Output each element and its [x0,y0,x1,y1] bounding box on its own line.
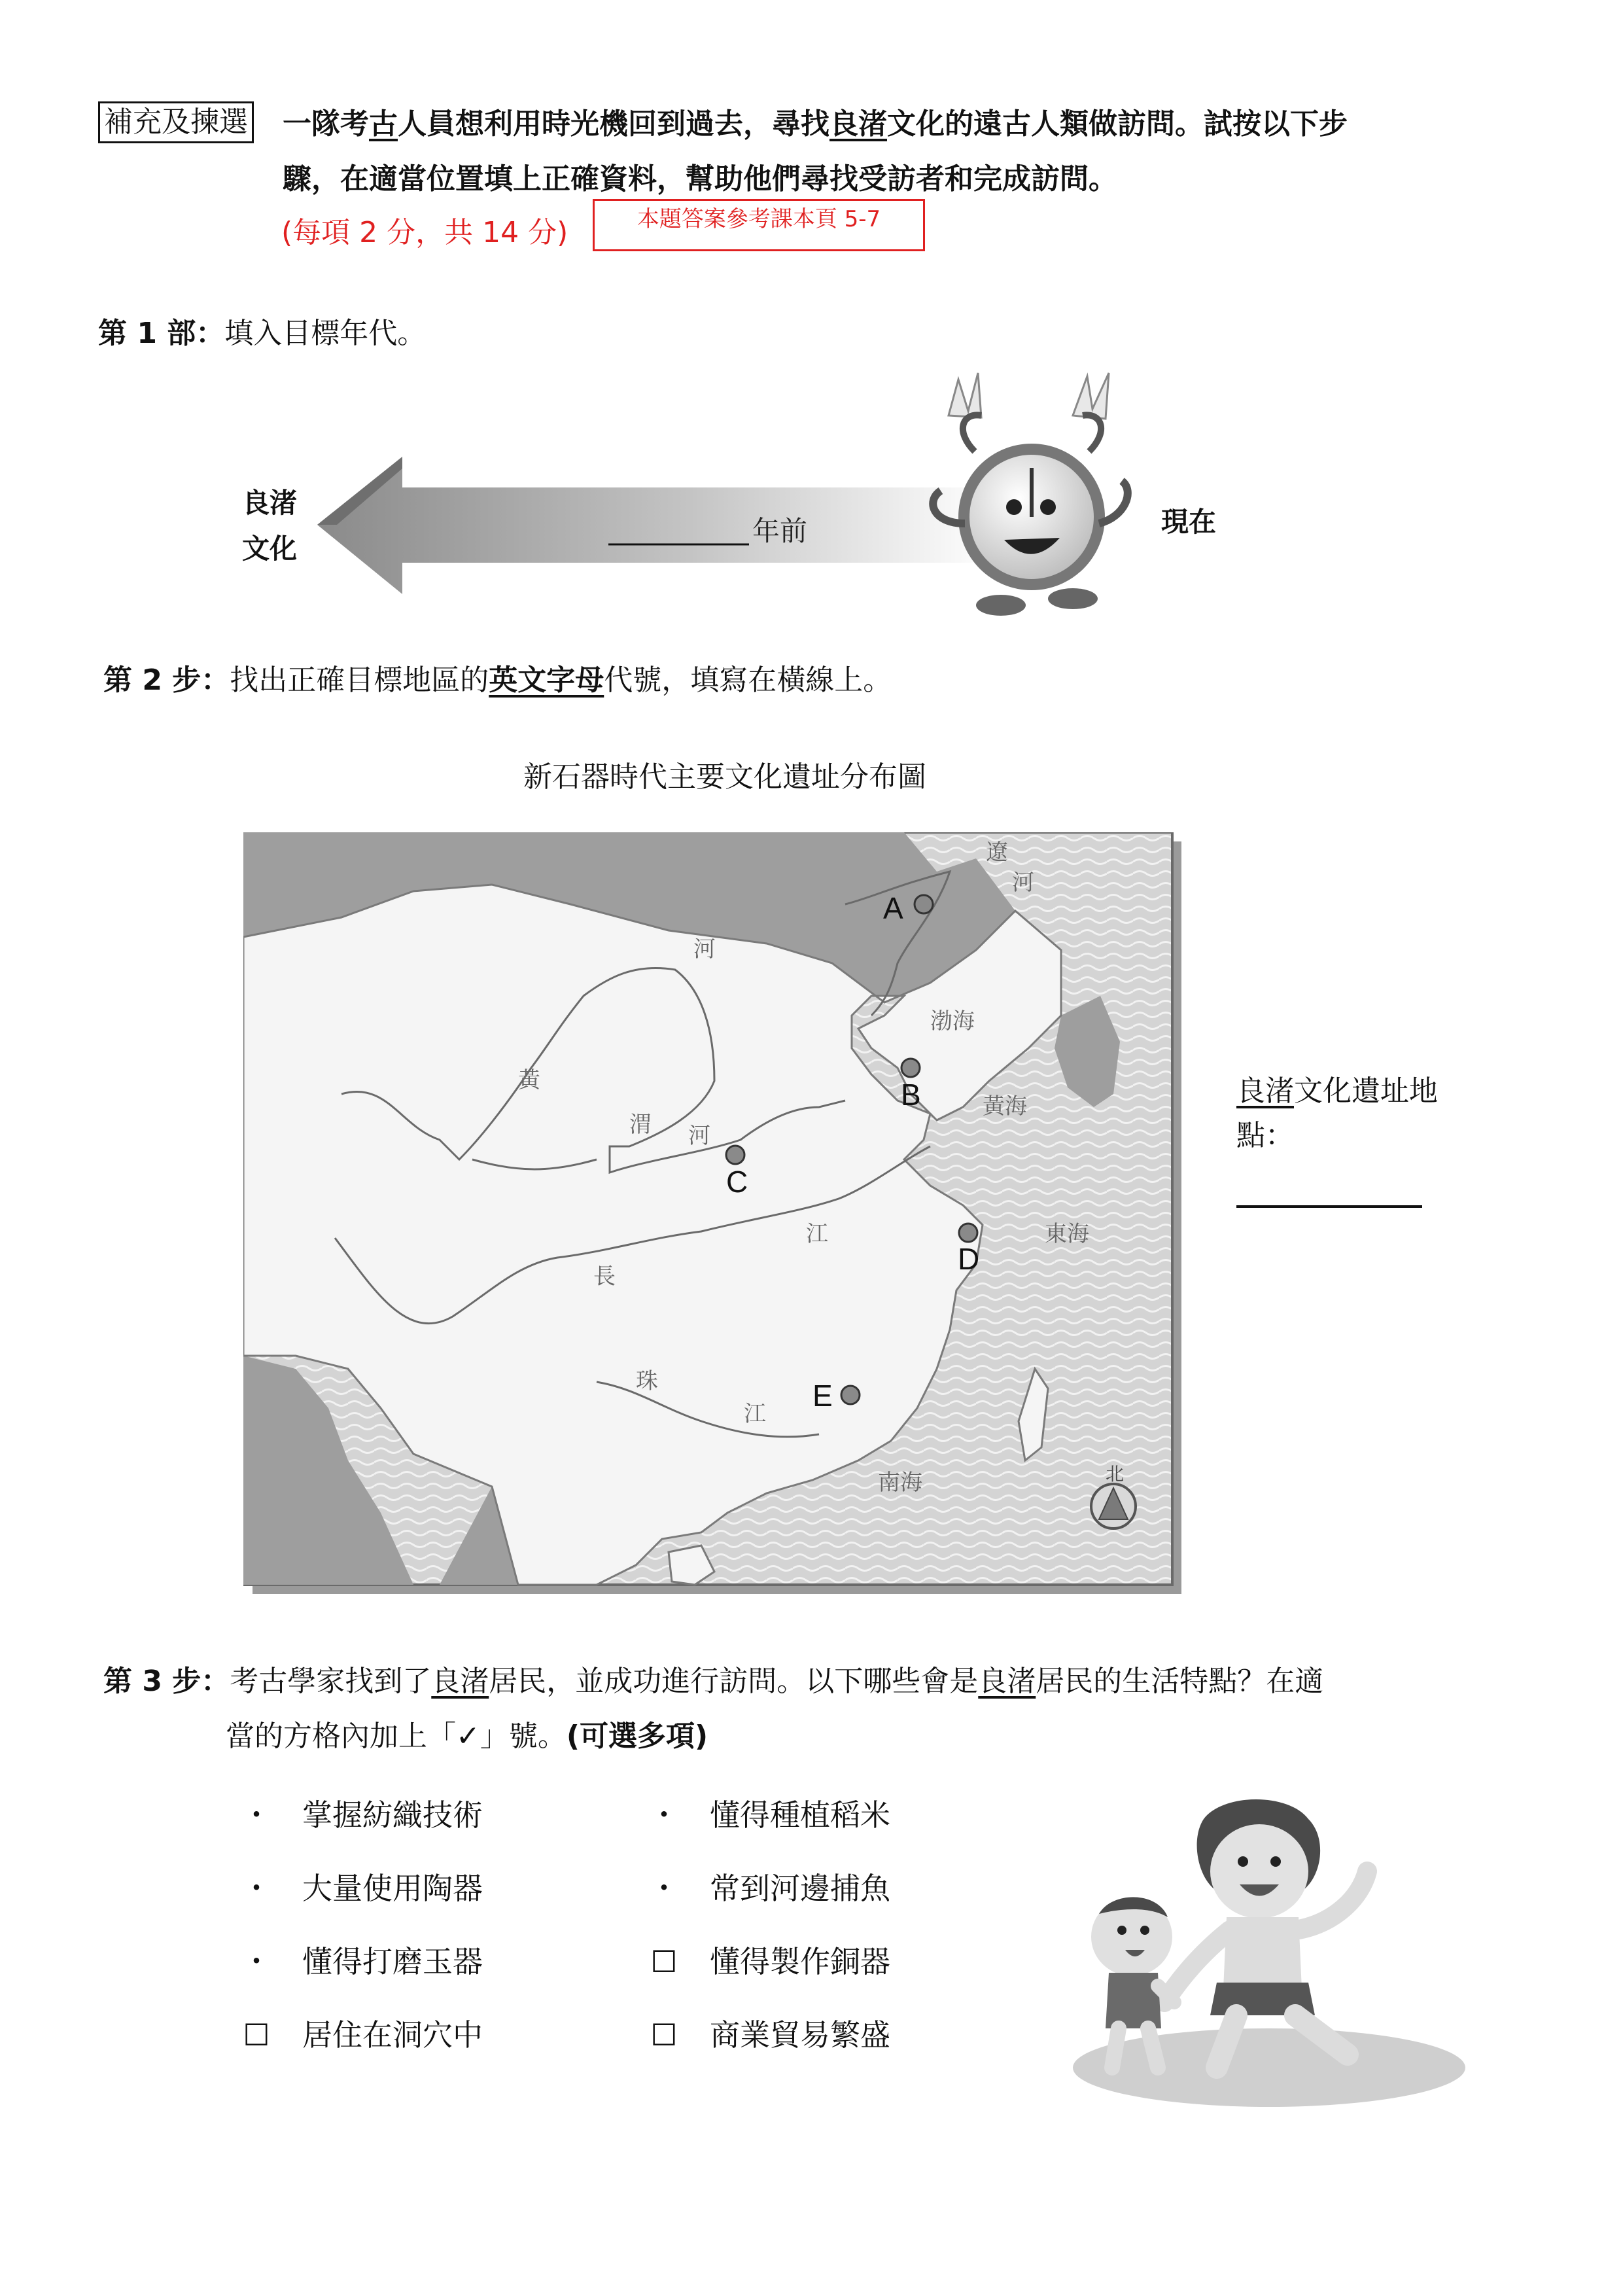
step3-instruction-line1: 第 3 步：考古學家找到了良渚居民，並成功進行訪問。以下哪些會是良渚居民的生活特點？在適 [103,1665,1324,1698]
option-checkbox[interactable]: ☐ [650,1944,678,1979]
svg-text:B: B [901,1078,921,1112]
map-label-wei: 渭 [629,1112,652,1137]
option-pottery[interactable]: ・ 大量使用陶器 [237,1869,483,1908]
cavemen-illustration [1053,1793,1472,2120]
svg-text:D: D [958,1242,980,1276]
question-line-1: 一隊考古人員想利用時光機回到過去，尋找良渚文化的遠古人類做訪問。試按以下步 [283,107,1348,141]
map-label-liao: 遼 [986,840,1008,865]
option-bronze[interactable]: ☐ 懂得製作銅器 [644,1942,890,1981]
map-label-zhu: 珠 [636,1369,658,1394]
site-location-label: 良渚文化遺址地 [1236,1074,1438,1108]
option-checkbox[interactable]: ・ [649,1871,679,1906]
arrow-right-label: 現在 [1161,506,1217,537]
option-checkbox[interactable]: ・ [649,1797,679,1833]
answer-reference-box: 本題答案參考課本頁 5-7 [593,199,925,251]
step2-instruction: 第 2 步：找出正確目標地區的英文字母代號，填寫在橫線上。 [103,663,892,697]
map-label-bohai: 渤海 [930,1009,975,1034]
option-trade[interactable]: ☐ 商業貿易繁盛 [644,2015,890,2055]
question-line-2: 驟，在適當位置填上正確資料，幫助他們尋找受訪者和完成訪問。 [283,162,1117,196]
map-label-chang: 長 [593,1264,616,1289]
option-jade[interactable]: ・ 懂得打磨玉器 [237,1942,483,1981]
option-checkbox[interactable]: ・ [241,1871,271,1906]
site-marker-d [958,1224,979,1276]
caveman-large [1164,1799,1367,2068]
map-title: 新石器時代主要文化遺址分布圖 [523,760,926,794]
map-label-huanghai: 黃海 [983,1094,1027,1119]
section-tag: 補充及揀選 [98,101,254,143]
arrow-left-label-line2: 文化 [242,533,298,564]
option-fishing[interactable]: ・ 常到河邊捕魚 [644,1869,890,1908]
map-label-nanhai: 南海 [878,1470,922,1495]
option-cave[interactable]: ☐ 居住在洞穴中 [237,2015,483,2055]
option-checkbox[interactable]: ☐ [650,2017,678,2053]
map-label-zhu-jiang: 江 [744,1402,766,1426]
map-label-huang-he-top: 河 [693,937,716,962]
step3-instruction-line2: 當的方格內加上「✓」號。(可選多項) [226,1720,708,1753]
alarm-clock-icon [933,373,1128,616]
map-label-huang: 黃 [518,1068,540,1093]
svg-text:C: C [726,1165,748,1199]
svg-text:A: A [883,891,903,925]
years-ago-suffix: 年前 [752,516,808,546]
neolithic-sites-map [243,832,1185,1598]
map-label-liao-he: 河 [1012,870,1034,895]
step1-instruction: 第 1 部：填入目標年代。 [98,317,427,350]
map-label-jiang: 江 [806,1222,828,1246]
option-checkbox[interactable]: ☐ [243,2017,270,2053]
score-note: (每項 2 分，共 14 分) [281,216,568,249]
map-label-donghai: 東海 [1045,1222,1089,1246]
site-marker-c [726,1146,748,1199]
option-checkbox[interactable]: ・ [241,1944,271,1979]
option-rice[interactable]: ・ 懂得種植稻米 [644,1795,890,1835]
svg-text:E: E [812,1379,833,1413]
site-marker-b [901,1059,921,1112]
option-weaving[interactable]: ・ 掌握紡織技術 [237,1795,483,1835]
timeline-arrow [317,457,994,594]
svg-text:北: 北 [1106,1464,1125,1484]
map-label-wei-he: 河 [688,1123,710,1148]
timeline-arrow-graphic [222,353,1243,641]
option-checkbox[interactable]: ・ [241,1797,271,1833]
site-answer-blank[interactable] [1236,1205,1422,1208]
site-location-label-line2: 點： [1236,1119,1294,1152]
arrow-left-label-line1: 良渚 [242,487,298,518]
